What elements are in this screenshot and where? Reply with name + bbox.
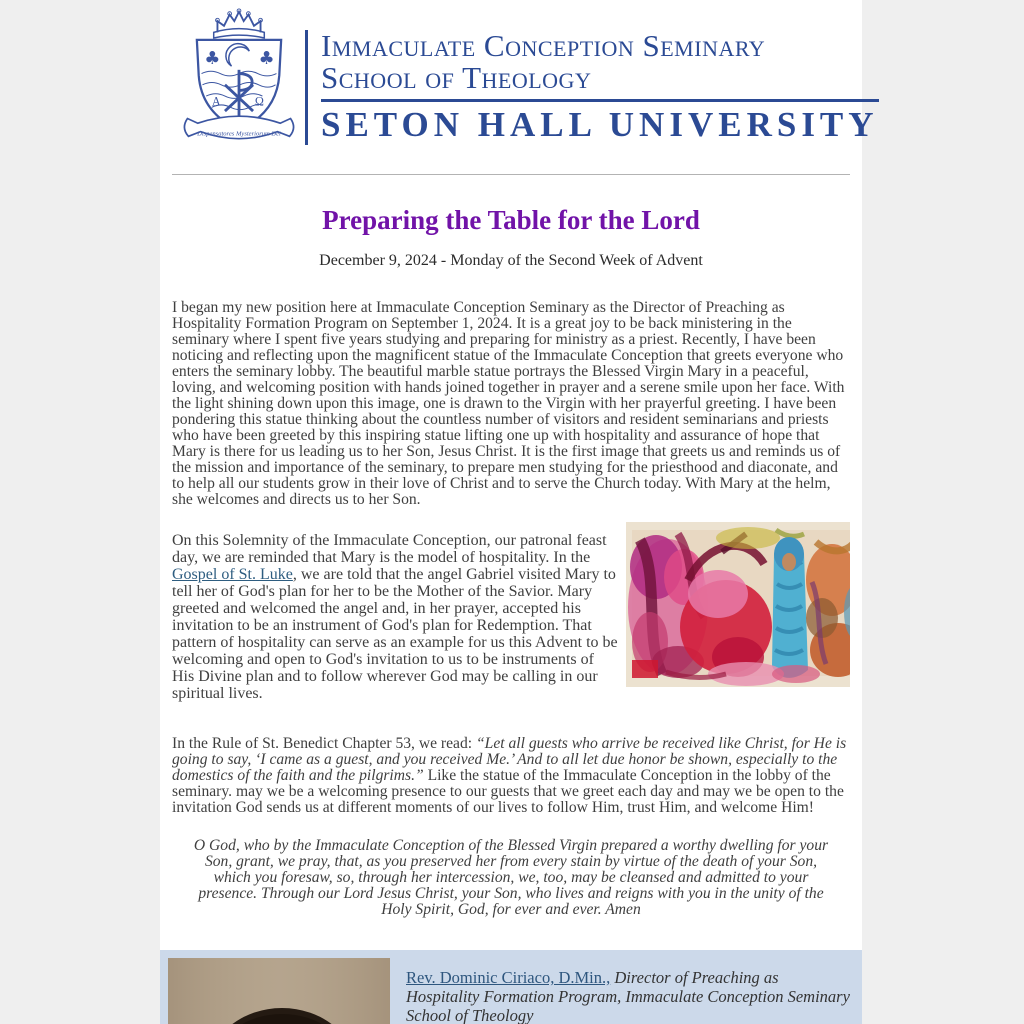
author-caption [406, 958, 851, 1024]
brand-line-school: School of Theology [321, 60, 592, 95]
paragraph-benedict [172, 736, 850, 816]
article-title: Preparing the Table for the Lord [322, 205, 700, 235]
paragraph-solemnity-text: On this Solemnity of the Immaculate Conception, our patronal feast day, we are reminded that Mary is the model of hospitality. In the [172, 532, 607, 566]
svg-text:♣: ♣ [204, 48, 221, 70]
brand-wordmark [305, 30, 879, 145]
brand-divider [321, 99, 879, 102]
svg-text:Α: Α [211, 94, 221, 109]
benedict-intro: In the Rule of St. Benedict Chapter 53, we read: [172, 735, 476, 752]
author-photo [168, 958, 390, 1024]
paragraph-solemnity-text-cont: , we are told that the angel Gabriel visited Mary to tell her of God's plan for her to be the Mother of the Savior. Mary greeted and welcomed the angel and, in her prayer, accepted his invitation to be an instrument of God's plan for Redemption. That pattern of hospitality can serve as an example for us this Advent to be welcoming and open to God's invitation to us to be instruments of His Divine plan and to follow wherever God may be calling in our spiritual lives. [172, 566, 618, 702]
brand-line-university: SETON HALL UNIVERSITY [321, 105, 879, 144]
author-role: Director of Preaching as Hospitality Formation Program, Immaculate Conception Seminary School of Theology [406, 968, 850, 1024]
svg-text:♣: ♣ [258, 48, 275, 70]
gospel-of-st-luke-link[interactable]: Gospel of St. Luke [172, 566, 293, 583]
brand-line-seminary: Immaculate Conception Seminary [321, 28, 766, 63]
author-band [160, 950, 862, 1024]
article-date: December 9, 2024 - Monday of the Second Week of Advent [319, 252, 703, 269]
paragraph-intro: I began my new position here at Immaculate Conception Seminary as the Director of Preaching as Hospitality Formation Program on September 1, 2024. It is a great joy to be back ministering in the seminary where I spent five years studying and preparing for ministry as a priest. Recently, I have been noticing and reflecting upon the magnificent statue of the Immaculate Conception that greets everyone who enters the seminary lobby. The beautiful marble statue portrays the Blessed Virgin Mary in a peaceful, loving, and welcoming position with hands joined together in prayer and a serene smile upon her face. With the light shining down upon this image, one is drawn to the Virgin with her prayerful greeting. I have been pondering this statue thinking about the countless number of visitors and resident seminarians and priests who have been greeted by this inspiring statue lifting one up with hospitality and assurance of hope that Mary is there for us leading us to her Son, Jesus Christ. It is the first image that greets us and reminds us of the mission and importance of the seminary, to prepare men studying for the priesthood and diaconate, and to help all our students grow in their love of Christ and to serve the Church today. With Mary at the helm, she welcomes and directs us to her Son. [172, 299, 845, 508]
header [160, 0, 879, 162]
seminary-crest-icon [178, 8, 300, 156]
paragraph-hospitality-section [172, 522, 850, 702]
newsletter-content [160, 0, 879, 950]
header-divider [172, 174, 850, 175]
collect-prayer: O God, who by the Immaculate Conception of the Blessed Virgin prepared a worthy dwelling for your Son, grant, we pray, that, as you preserved her from every stain by virtue of the death of your Son, which you foresaw, so, through her intercession, we, too, may be cleansed and admitted to your presence. Through our Lord Jesus Christ, your Son, who lives and reigns with you in the unity of the Holy Spirit, God, for ever and ever. Amen [193, 837, 829, 918]
author-name-link[interactable]: Rev. Dominic Ciriaco, D.Min., [406, 968, 611, 987]
crest-motto: Dispensatores Mysteriorum Dei [197, 130, 281, 138]
svg-text:Ω: Ω [254, 94, 264, 109]
benedict-conclusion: Like the statue of the Immaculate Conception in the lobby of the seminary. may we be a welcoming presence to our guests that we greet each day and may we be open to the invitation God sends us at different moments of our lives to follow Him, trust Him, and welcome Him! [172, 767, 844, 816]
abstract-annunciation-painting [626, 522, 850, 687]
benedict-quote: “Let all guests who arrive be received like Christ, for He is going to say, ‘I came as a guest, and you received Me.’ And to all let due honor be shown, especially to the domestics of the faith and the pilgrims.” [172, 735, 847, 784]
